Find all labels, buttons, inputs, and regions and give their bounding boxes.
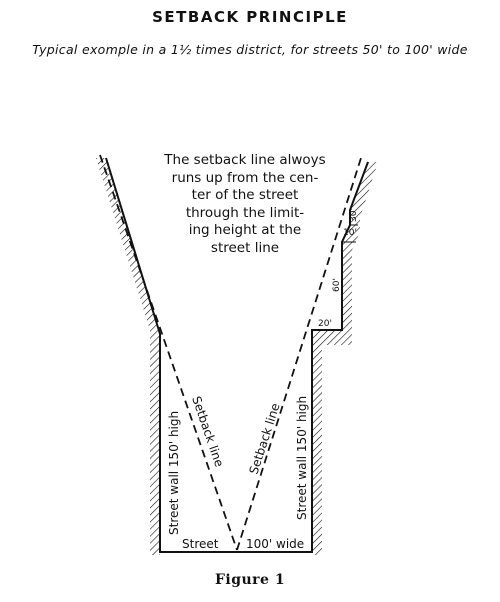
note-line: runs up from the cen-: [171, 169, 319, 186]
diagram-title: SETBACK PRINCIPLE: [152, 8, 348, 26]
left-building-hatch: [96, 158, 160, 555]
note-line: through the limit-: [185, 204, 305, 221]
left-setback-label: Setback line: [189, 394, 227, 469]
step-60-label: 60': [332, 278, 342, 292]
right-building-hatch: [312, 162, 378, 555]
step-20-label: 20': [318, 319, 332, 329]
street-profile-outline: [106, 158, 368, 552]
note-line: ing height at the: [188, 222, 302, 238]
note-line: street line: [210, 239, 280, 256]
figure-caption: Figure 1: [214, 572, 286, 588]
step-10-label: 10': [343, 228, 357, 238]
step-30-label: 30': [349, 208, 359, 222]
diagram-subtitle: Typical exomple in a 1½ times district, for streets 50' to 100' wide: [32, 42, 468, 57]
right-setback-label: Setback line: [246, 401, 283, 476]
left-wall-label: Street wall 150' high: [167, 410, 181, 535]
note-line: ter of the street: [191, 187, 299, 203]
right-wall-label: Street wall 150' high: [295, 395, 309, 520]
street-label: Street: [182, 537, 219, 551]
street-width-label: 100' wide: [246, 537, 305, 551]
note-line: The setback line alwoys: [164, 152, 326, 168]
